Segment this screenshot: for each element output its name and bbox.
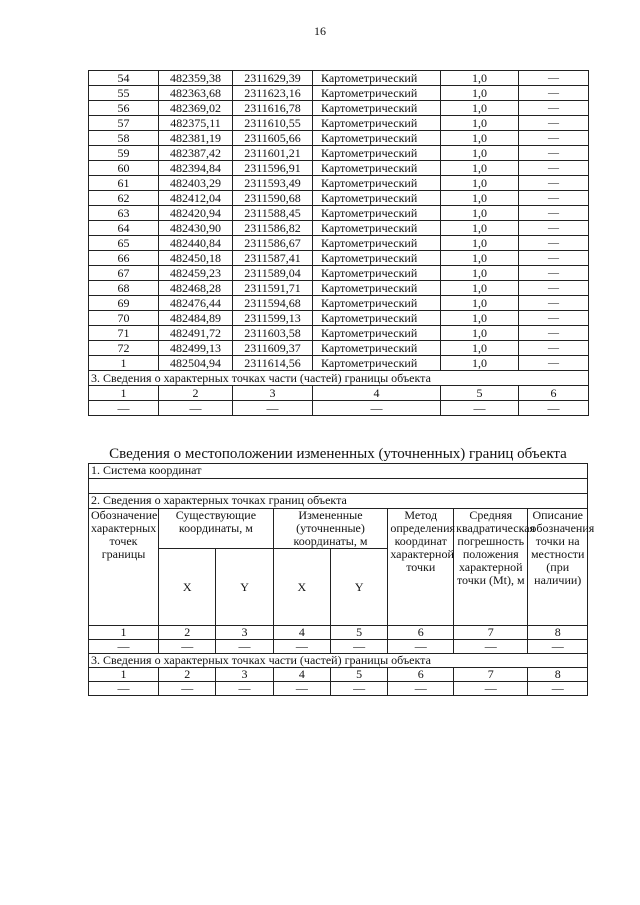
accuracy: 1,0 [441, 311, 519, 326]
method: Картометрический [313, 296, 441, 311]
point-number: 71 [89, 326, 159, 341]
method: Картометрический [313, 176, 441, 191]
point-number: 68 [89, 281, 159, 296]
dash-cell: — [441, 401, 519, 416]
header-y: Y [216, 549, 273, 626]
description: — [519, 86, 589, 101]
table-row [89, 176, 589, 191]
method: Картометрический [313, 326, 441, 341]
coord-x: 482381,19 [159, 131, 233, 146]
header-x: X [273, 549, 330, 626]
coord-y: 2311609,37 [233, 341, 313, 356]
table-row [89, 131, 589, 146]
accuracy: 1,0 [441, 281, 519, 296]
dash-row [89, 682, 588, 696]
parts-section-label: 3. Сведения о характерных точках части (частей) границы объекта [89, 371, 589, 386]
coord-y: 2311629,39 [233, 71, 313, 86]
column-number: 4 [273, 668, 330, 682]
column-number: 8 [528, 626, 588, 640]
column-number: 6 [388, 626, 454, 640]
coord-y: 2311603,58 [233, 326, 313, 341]
table-row [89, 356, 589, 371]
method: Картометрический [313, 71, 441, 86]
description: — [519, 206, 589, 221]
description: — [519, 221, 589, 236]
method: Картометрический [313, 356, 441, 371]
column-number: 4 [313, 386, 441, 401]
accuracy: 1,0 [441, 131, 519, 146]
method: Картометрический [313, 161, 441, 176]
accuracy: 1,0 [441, 101, 519, 116]
method: Картометрический [313, 116, 441, 131]
dash-cell: — [159, 640, 216, 654]
dash-cell: — [519, 401, 589, 416]
point-number: 69 [89, 296, 159, 311]
point-number: 55 [89, 86, 159, 101]
dash-cell: — [528, 682, 588, 696]
coord-y: 2311589,04 [233, 266, 313, 281]
description: — [519, 146, 589, 161]
table-row [89, 71, 589, 86]
column-number: 3 [216, 626, 273, 640]
table-row [89, 311, 589, 326]
dash-cell: — [273, 640, 330, 654]
point-number: 59 [89, 146, 159, 161]
point-number: 61 [89, 176, 159, 191]
description: — [519, 191, 589, 206]
coord-x: 482504,94 [159, 356, 233, 371]
table-row [89, 101, 589, 116]
coord-x: 482499,13 [159, 341, 233, 356]
coord-y: 2311601,21 [233, 146, 313, 161]
header-y: Y [331, 549, 388, 626]
accuracy: 1,0 [441, 116, 519, 131]
method: Картометрический [313, 101, 441, 116]
dash-row [89, 401, 589, 416]
column-number: 1 [89, 626, 159, 640]
column-numbers-row [89, 668, 588, 682]
header-existing-coords: Существующие координаты, м [159, 509, 274, 549]
coord-x: 482363,68 [159, 86, 233, 101]
dash-cell: — [331, 682, 388, 696]
column-number: 5 [331, 668, 388, 682]
point-number: 62 [89, 191, 159, 206]
description: — [519, 71, 589, 86]
dash-cell: — [216, 640, 273, 654]
column-number: 3 [216, 668, 273, 682]
dash-cell: — [159, 682, 216, 696]
point-number: 60 [89, 161, 159, 176]
table-row [89, 191, 589, 206]
description: — [519, 356, 589, 371]
header-changed-coords: Измененные (уточненные) координаты, м [273, 509, 388, 549]
table-row [89, 281, 589, 296]
dash-cell: — [233, 401, 313, 416]
column-number: 4 [273, 626, 330, 640]
method: Картометрический [313, 206, 441, 221]
points-section-label: 2. Сведения о характерных точках границ объекта [89, 494, 588, 509]
method: Картометрический [313, 251, 441, 266]
table-row [89, 86, 589, 101]
coord-x: 482387,42 [159, 146, 233, 161]
dash-cell: — [388, 640, 454, 654]
point-number: 57 [89, 116, 159, 131]
method: Картометрический [313, 311, 441, 326]
table-row [89, 326, 589, 341]
column-number: 1 [89, 668, 159, 682]
coord-x: 482450,18 [159, 251, 233, 266]
coord-x: 482476,44 [159, 296, 233, 311]
column-number: 1 [89, 386, 159, 401]
dash-cell: — [331, 640, 388, 654]
accuracy: 1,0 [441, 176, 519, 191]
coord-x: 482459,23 [159, 266, 233, 281]
coord-y: 2311610,55 [233, 116, 313, 131]
table-row [89, 116, 589, 131]
method: Картометрический [313, 281, 441, 296]
section-title: Сведения о местоположении измененных (уточненных) границ объекта [109, 446, 567, 462]
column-number: 5 [441, 386, 519, 401]
coord-y: 2311591,71 [233, 281, 313, 296]
column-number: 6 [388, 668, 454, 682]
coord-y: 2311588,45 [233, 206, 313, 221]
description: — [519, 311, 589, 326]
header-description: Описание обозначения точки на местности (при наличии) [528, 509, 588, 626]
point-number: 63 [89, 206, 159, 221]
table-row [89, 296, 589, 311]
description: — [519, 101, 589, 116]
point-number: 58 [89, 131, 159, 146]
table-row [89, 206, 589, 221]
coord-x: 482491,72 [159, 326, 233, 341]
coord-x: 482412,04 [159, 191, 233, 206]
description: — [519, 296, 589, 311]
point-number: 1 [89, 356, 159, 371]
coord-y: 2311614,56 [233, 356, 313, 371]
coord-x: 482375,11 [159, 116, 233, 131]
coord-x: 482394,84 [159, 161, 233, 176]
description: — [519, 176, 589, 191]
description: — [519, 131, 589, 146]
header-x: X [159, 549, 216, 626]
dash-cell: — [388, 682, 454, 696]
coord-x: 482420,94 [159, 206, 233, 221]
point-number: 72 [89, 341, 159, 356]
coord-x: 482440,84 [159, 236, 233, 251]
method: Картометрический [313, 221, 441, 236]
point-number: 66 [89, 251, 159, 266]
table-row [89, 236, 589, 251]
changed-borders-table [88, 463, 595, 696]
dash-cell: — [528, 640, 588, 654]
coord-x: 482484,89 [159, 311, 233, 326]
accuracy: 1,0 [441, 206, 519, 221]
column-number: 8 [528, 668, 588, 682]
method: Картометрический [313, 191, 441, 206]
accuracy: 1,0 [441, 86, 519, 101]
dash-cell: — [454, 682, 528, 696]
dash-cell: — [89, 401, 159, 416]
coord-x: 482403,29 [159, 176, 233, 191]
dash-cell: — [89, 682, 159, 696]
column-number: 5 [331, 626, 388, 640]
accuracy: 1,0 [441, 71, 519, 86]
method: Картометрический [313, 266, 441, 281]
table-row [89, 341, 589, 356]
description: — [519, 341, 589, 356]
description: — [519, 161, 589, 176]
dash-row [89, 640, 588, 654]
point-number: 56 [89, 101, 159, 116]
description: — [519, 281, 589, 296]
points-table [88, 70, 589, 416]
column-numbers-row [89, 626, 588, 640]
column-number: 3 [233, 386, 313, 401]
coord-x: 482369,02 [159, 101, 233, 116]
accuracy: 1,0 [441, 326, 519, 341]
accuracy: 1,0 [441, 236, 519, 251]
dash-cell: — [273, 682, 330, 696]
coord-y: 2311616,78 [233, 101, 313, 116]
point-number: 67 [89, 266, 159, 281]
column-number: 2 [159, 668, 216, 682]
coord-y: 2311587,41 [233, 251, 313, 266]
point-number: 54 [89, 71, 159, 86]
table-row [89, 221, 589, 236]
description: — [519, 326, 589, 341]
coord-system-label: 1. Система координат [89, 464, 588, 479]
column-number: 2 [159, 386, 233, 401]
header-method: Метод определения координат характерной точки [388, 509, 454, 626]
description: — [519, 116, 589, 131]
method: Картометрический [313, 86, 441, 101]
coord-x: 482359,38 [159, 71, 233, 86]
description: — [519, 266, 589, 281]
method: Картометрический [313, 236, 441, 251]
dash-cell: — [313, 401, 441, 416]
page-number: 16 [314, 24, 326, 38]
point-number: 70 [89, 311, 159, 326]
parts-section-label: 3. Сведения о характерных точках части (частей) границы объекта [89, 654, 588, 668]
column-number: 2 [159, 626, 216, 640]
accuracy: 1,0 [441, 251, 519, 266]
table-row [89, 146, 589, 161]
coord-y: 2311605,66 [233, 131, 313, 146]
accuracy: 1,0 [441, 266, 519, 281]
coord-x: 482430,90 [159, 221, 233, 236]
accuracy: 1,0 [441, 221, 519, 236]
accuracy: 1,0 [441, 161, 519, 176]
coord-y: 2311586,67 [233, 236, 313, 251]
method: Картометрический [313, 341, 441, 356]
column-numbers-row [89, 386, 589, 401]
accuracy: 1,0 [441, 341, 519, 356]
accuracy: 1,0 [441, 296, 519, 311]
dash-cell: — [454, 640, 528, 654]
empty-row [89, 479, 588, 494]
dash-cell: — [159, 401, 233, 416]
coord-x: 482468,28 [159, 281, 233, 296]
coord-y: 2311596,91 [233, 161, 313, 176]
coord-y: 2311593,49 [233, 176, 313, 191]
accuracy: 1,0 [441, 356, 519, 371]
coord-y: 2311586,82 [233, 221, 313, 236]
column-number: 7 [454, 668, 528, 682]
column-number: 7 [454, 626, 528, 640]
method: Картометрический [313, 131, 441, 146]
point-number: 64 [89, 221, 159, 236]
point-number: 65 [89, 236, 159, 251]
coord-y: 2311599,13 [233, 311, 313, 326]
header-designation: Обозначение характерных точек границы [89, 509, 159, 626]
table-row [89, 266, 589, 281]
accuracy: 1,0 [441, 146, 519, 161]
header-accuracy: Средняя квадратическая погрешность положения характерной точки (Mt), м [454, 509, 528, 626]
method: Картометрический [313, 146, 441, 161]
coord-y: 2311623,16 [233, 86, 313, 101]
dash-cell: — [216, 682, 273, 696]
description: — [519, 236, 589, 251]
column-number: 6 [519, 386, 589, 401]
table-row [89, 161, 589, 176]
dash-cell: — [89, 640, 159, 654]
coord-y: 2311594,68 [233, 296, 313, 311]
table-row [89, 251, 589, 266]
description: — [519, 251, 589, 266]
coord-y: 2311590,68 [233, 191, 313, 206]
accuracy: 1,0 [441, 191, 519, 206]
